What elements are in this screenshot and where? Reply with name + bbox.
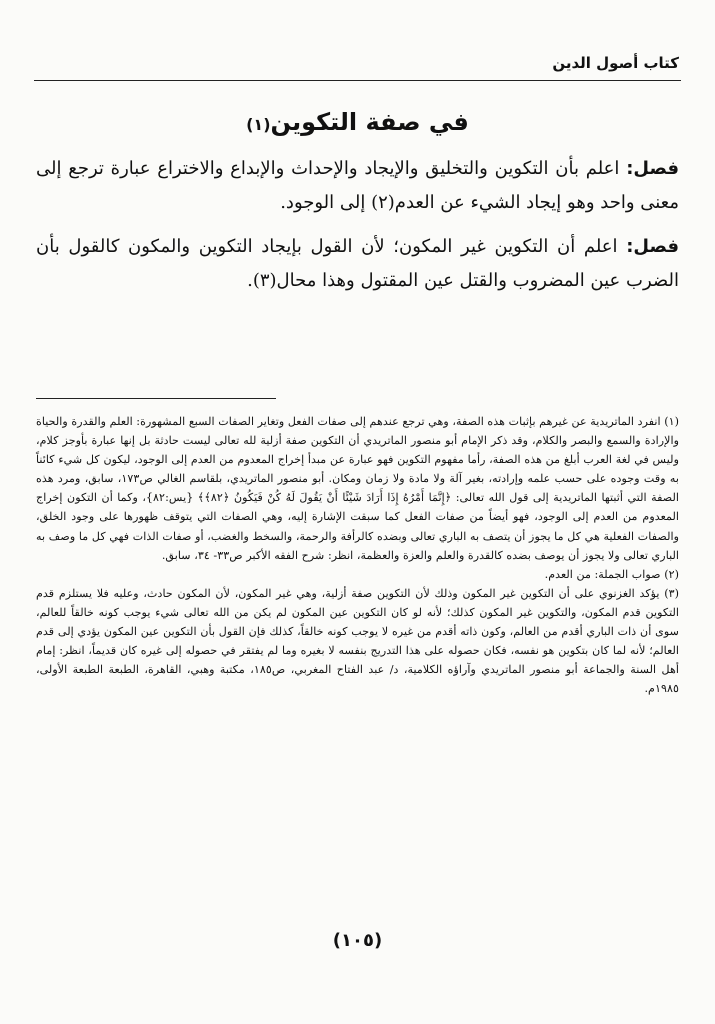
section-lead: فصل: <box>626 158 679 179</box>
paragraph-text: اعلم بأن التكوين والتخليق والإيجاد والإحداث والإبداع والاختراع عبارة ترجع إلى معنى واحد وهو إيجاد الشيء عن العدم(٢) إلى الوجود. <box>36 158 679 213</box>
main-text <box>36 152 679 308</box>
paragraph <box>36 230 679 298</box>
footnote: (٣) يؤكد الغزنوي على أن التكوين غير المكون وذلك لأن التكوين صفة أزلية، وهي غير المكون، لأن المكون حادث، وعليه فلا يستلزم قدم التكوين قدم المكون، والتكوين غير المكون كذلك؛ لأنه لو كان التكوين عين المكون لم يكن من الله تعالى شيء يوجب كونه خالقاً للعالم، سوى أن ذات الباري أقدم من العالم، وكون ذاته أقدم من غيره لا يوجب كونه خالقاً، كذلك فإن القول بأن التكوين عين المكون يؤدي إلى قدم العالم؛ لأنه لما كان بتكوين هو نفسه، فكان حصوله على هذا التدريج بنفسه لا بغيره وما لم يفتقر في حصوله إلى غيره كان قديماً، انظر: إمام أهل السنة والجماعة أبو منصور الماتريدي وآراؤه الكلامية، د/ عبد الفتاح المغربي، ص١٨٥، مكتبة وهبي، القاهرة، الطبعة الطبعة الأولى، ١٩٨٥م. <box>36 586 680 696</box>
footnote-separator <box>36 398 276 399</box>
header-rule <box>34 80 681 81</box>
paragraph-text: اعلم أن التكوين غير المكون؛ لأن القول بإيجاد التكوين والمكون كالقول بأن الضرب عين المضروب والقتل عين المقتول وهذا محال(٣). <box>36 236 679 291</box>
footnote: (٢) صواب الجملة: من العدم. <box>544 567 679 581</box>
section-lead: فصل: <box>626 236 679 257</box>
chapter-title <box>0 108 715 136</box>
footnote: (١) انفرد الماتريدية عن غيرهم بإثبات هذه الصفة، وهي ترجع عندهم إلى صفات الفعل وتغاير الصفات السبع المشهورة: العلم والقدرة والحياة والإرادة والسمع والبصر والكلام، وقد ذكر الإمام أبو منصور الماتريدي أن التكوين صفة أزلية لله تعالى ليست حادثة بل إنها عبارة بأوجز كلام، وليس في لغة العرب أبلغ من هذه الصفة، رأما مفهوم التكوين فهو عبارة عن مبدأ إخراج المعدوم من العدم إلى الوجود، ليكون كل شيء كائناً به وقت وجوده على حسب علمه وإرادته، بغير آلة ولا مادة ولا زمان ومكان. أبو منصور الماتريدي، بلقاسم الغالي ص١٧٣، سابق، ومرد هذه الصفة التي أثبتها الماتريدية إلى قول الله تعالى: ﴿إِنَّمَا أَمْرُهُ إِذَا أَرَادَ شَيْئًا أَنْ يَقُولَ لَهُ كُنْ فَيَكُونُ ﴿٨٢﴾﴾ {يس:٨٢}، وكما أن التكون إخراج المعدوم من العدم إلى الوجود، فهو أيضاً من صفات الفعل كما سبقت الإشارة إليه، وهي الصفات التي يتوقف ظهورها على وجود الخلق، والصفات الفعلية هي كل ما يجوز أن يتصف به الباري تعالى وبضده كالرأفة والرحمة، والسخط والغضب، أو صفات الذات فهي كل ما وصف به الباري تعالى ولا يجوز أن يوصف بضده كالقدرة والعلم والعزة والعظمة، انظر: شرح الفقه الأكبر ص٣٣- ٣٤، سابق. <box>36 415 679 562</box>
running-header: كتاب أصول الدين <box>552 54 679 72</box>
paragraph <box>36 152 679 220</box>
footnotes <box>36 412 679 698</box>
chapter-title-text: في صفة التكوين <box>270 108 469 136</box>
chapter-footnote-ref: (١) <box>246 115 271 134</box>
page-number: (١٠٥) <box>332 930 383 951</box>
